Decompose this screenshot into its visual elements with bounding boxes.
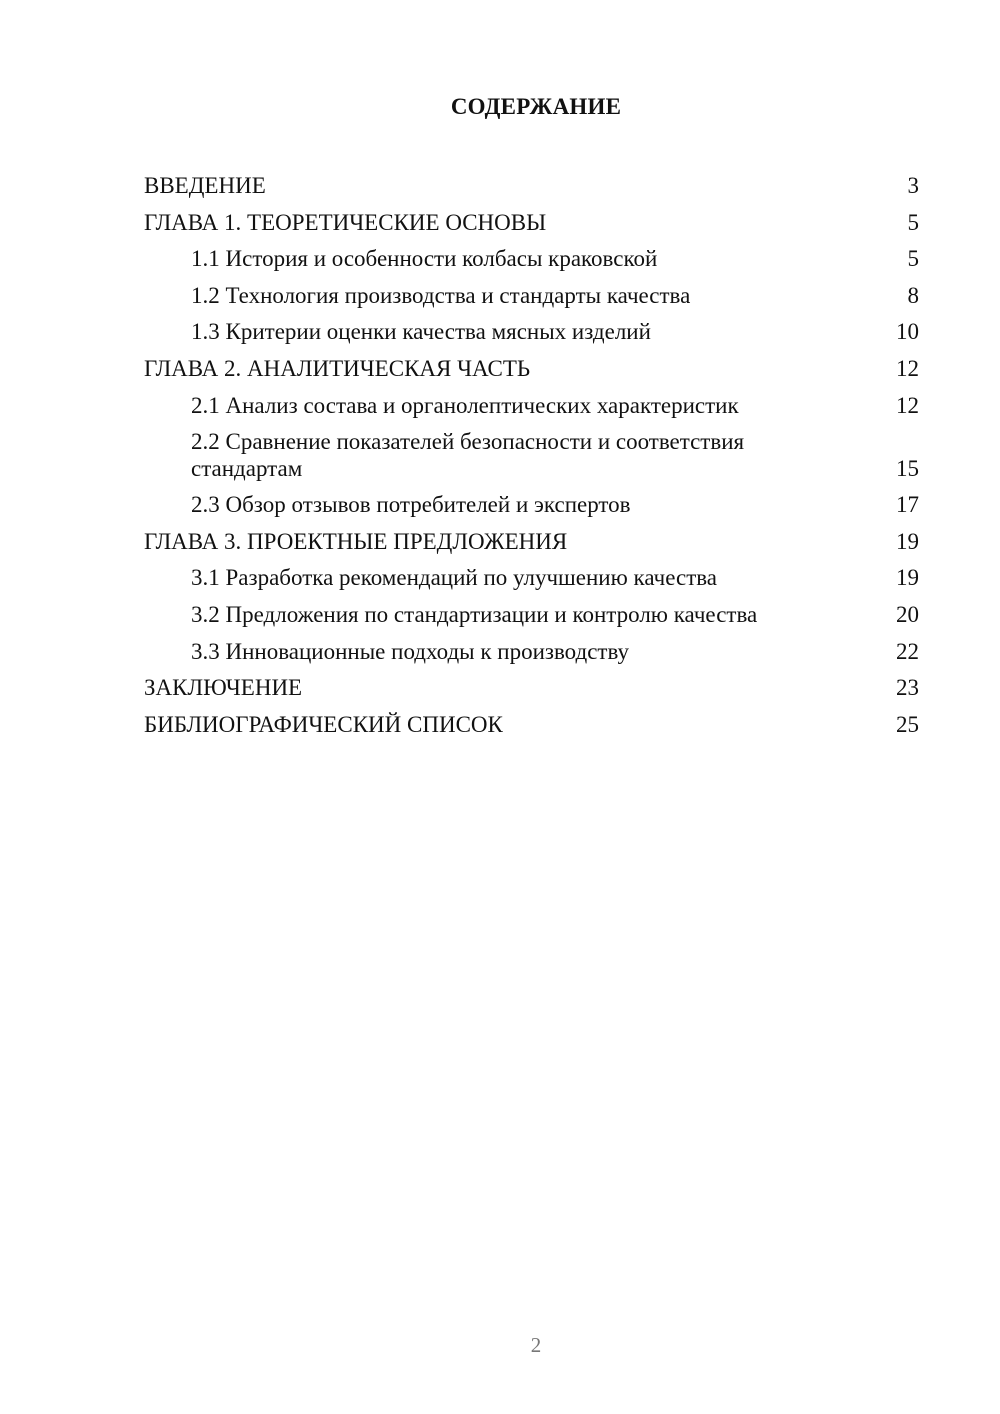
toc-entry-text: 1.3 Критерии оценки качества мясных изделий bbox=[191, 319, 651, 345]
toc-entry-section-3-2[interactable] bbox=[144, 597, 919, 634]
toc-entry-section-1-1[interactable] bbox=[144, 241, 919, 278]
toc-entry-section-1-2[interactable] bbox=[144, 278, 919, 315]
toc-title: СОДЕРЖАНИЕ bbox=[450, 94, 622, 119]
toc-entry-text: ГЛАВА 1. ТЕОРЕТИЧЕСКИЕ ОСНОВЫ bbox=[144, 209, 547, 235]
toc-entry-page: 19 bbox=[896, 528, 919, 554]
toc-entry-text: 2.1 Анализ состава и органолептических характеристик bbox=[191, 392, 739, 418]
toc-entry-text: 1.2 Технология производства и стандарты качества bbox=[191, 282, 691, 308]
toc-entry-section-2-1[interactable] bbox=[144, 388, 919, 425]
toc-entry-text: БИБЛИОГРАФИЧЕСКИЙ СПИСОК bbox=[144, 711, 503, 737]
toc-entry-text: 1.1 История и особенности колбасы краковской bbox=[191, 246, 658, 272]
toc-entry-page: 3 bbox=[907, 173, 919, 198]
toc-entry-chapter-2[interactable] bbox=[144, 351, 919, 388]
toc-entry-text: 3.2 Предложения по стандартизации и контролю качества bbox=[191, 601, 758, 627]
toc-entry-page: 5 bbox=[907, 246, 919, 272]
table-of-contents bbox=[144, 168, 919, 743]
toc-entry-text: ГЛАВА 2. АНАЛИТИЧЕСКАЯ ЧАСТЬ bbox=[144, 355, 531, 381]
toc-entry-section-1-3[interactable] bbox=[144, 314, 919, 351]
toc-entry-page: 17 bbox=[896, 492, 919, 518]
toc-entry-page: 19 bbox=[896, 565, 919, 591]
toc-entry-bibliography[interactable] bbox=[144, 707, 919, 744]
toc-entry-chapter-3[interactable] bbox=[144, 524, 919, 561]
toc-entry-page: 12 bbox=[896, 392, 919, 418]
toc-entry-text: 2.3 Обзор отзывов потребителей и экспертов bbox=[191, 492, 631, 518]
toc-entry-page: 20 bbox=[896, 601, 919, 627]
toc-entry-page: 8 bbox=[907, 282, 919, 308]
toc-entry-page: 10 bbox=[896, 319, 919, 345]
toc-entry-section-3-1[interactable] bbox=[144, 560, 919, 597]
toc-entry-page: 5 bbox=[907, 209, 919, 235]
toc-entry-section-2-2[interactable] bbox=[144, 424, 919, 487]
toc-entry-introduction[interactable] bbox=[144, 168, 919, 205]
toc-entry-chapter-1[interactable] bbox=[144, 205, 919, 242]
toc-entry-text: ЗАКЛЮЧЕНИЕ bbox=[144, 675, 303, 701]
toc-entry-conclusion[interactable] bbox=[144, 670, 919, 707]
toc-entry-text: 3.3 Инновационные подходы к производству bbox=[191, 638, 630, 664]
page-number: 2 bbox=[530, 1333, 542, 1357]
toc-entry-text: 2.2 Сравнение показателей безопасности и соответствия стандартам bbox=[191, 429, 745, 482]
toc-entry-page: 23 bbox=[896, 675, 919, 701]
toc-entry-text: ВВЕДЕНИЕ bbox=[144, 173, 266, 198]
toc-entry-page: 25 bbox=[896, 711, 919, 737]
toc-entry-text: ГЛАВА 3. ПРОЕКТНЫЕ ПРЕДЛОЖЕНИЯ bbox=[144, 528, 568, 554]
toc-entry-section-2-3[interactable] bbox=[144, 487, 919, 524]
toc-entry-page: 22 bbox=[896, 638, 919, 664]
toc-entry-text: 3.1 Разработка рекомендаций по улучшению качества bbox=[191, 565, 718, 591]
toc-entry-section-3-3[interactable] bbox=[144, 634, 919, 671]
toc-entry-page: 12 bbox=[896, 355, 919, 381]
toc-entry-page: 15 bbox=[896, 456, 919, 482]
